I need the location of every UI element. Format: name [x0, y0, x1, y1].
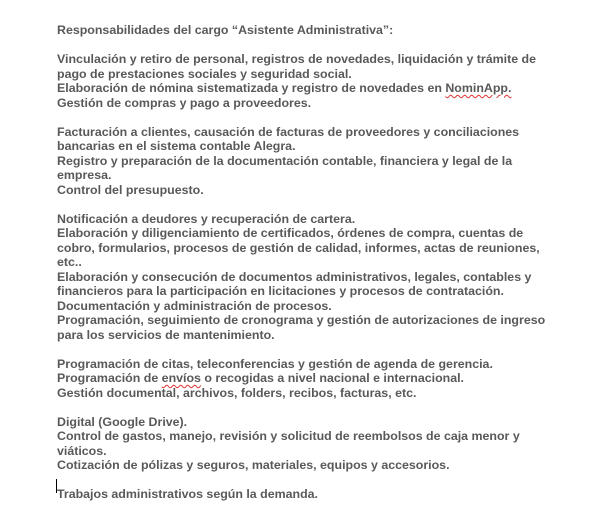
- text-line: bancarias en el sistema contable Alegra.: [57, 139, 296, 153]
- blank-line: [57, 400, 582, 415]
- text-line: Gestión documental, archivos, folders, recibos, facturas, etc.: [57, 385, 417, 400]
- text-line: para los servicios de mantenimiento.: [57, 327, 275, 342]
- text-line: financieros para la participación en licitaciones y procesos de contratación.: [57, 284, 504, 298]
- text-line: Registro y preparación de la documentación contable, financiera y legal de la: [57, 153, 513, 168]
- blank-line: [57, 110, 582, 125]
- text-line: cobro, formularios, procesos de gestión de calidad, informes, actas de reuniones,: [57, 240, 540, 255]
- text-line: Facturación a clientes, causación de facturas de proveedores y conciliaciones: [57, 124, 520, 139]
- text-line: Notificación a deudores y recuperación de cartera.: [57, 211, 356, 226]
- text-line: Programación, seguimiento de cronograma y gestión de autorizaciones de ingreso: [57, 313, 546, 327]
- text-line: [57, 81, 582, 96]
- text-line: Control de gastos, manejo, revisión y solicitud de reembolsos de caja menor y: [57, 429, 520, 443]
- text-line: Digital (Google Drive).: [57, 414, 188, 429]
- text-line: Elaboración y diligenciamiento de certificados, órdenes de compra, cuentas de: [57, 226, 524, 240]
- blank-line: [57, 38, 582, 53]
- text-segment: Programación de: [57, 371, 162, 385]
- text-segment: o recogidas a nivel nacional e internacional.: [200, 371, 464, 385]
- text-line: empresa.: [57, 168, 112, 182]
- text-line: Gestión de compras y pago a proveedores.: [57, 95, 312, 110]
- text-cursor: [56, 479, 57, 493]
- text-line: Elaboración y consecución de documentos administrativos, legales, contables y: [57, 269, 532, 284]
- text-line: Programación de citas, teleconferencias y gestión de agenda de gerencia.: [57, 356, 493, 371]
- misspelled-word[interactable]: NominApp.: [445, 81, 512, 95]
- text-line: [57, 371, 582, 386]
- text-line: Cotización de pólizas y seguros, materiales, equipos y accesorios.: [57, 458, 450, 472]
- text-line: viáticos.: [57, 443, 107, 458]
- document-heading: Responsabilidades del cargo “Asistente Administrativa”:: [57, 23, 394, 37]
- text-line: pago de prestaciones sociales y seguridad social.: [57, 66, 352, 81]
- blank-line: [57, 342, 582, 357]
- blank-line: [57, 473, 582, 488]
- text-line: Trabajos administrativos según la demanda.: [57, 487, 318, 501]
- text-line: Control del presupuesto.: [57, 182, 204, 197]
- text-line: Vinculación y retiro de personal, registros de novedades, liquidación y trámite de: [57, 52, 537, 66]
- misspelled-word[interactable]: envíos: [161, 371, 201, 385]
- text-segment: Elaboración de nómina sistematizada y registro de novedades en: [57, 81, 446, 95]
- text-line: Documentación y administración de procesos.: [57, 298, 332, 313]
- text-line: etc..: [57, 255, 82, 269]
- blank-line: [57, 197, 582, 212]
